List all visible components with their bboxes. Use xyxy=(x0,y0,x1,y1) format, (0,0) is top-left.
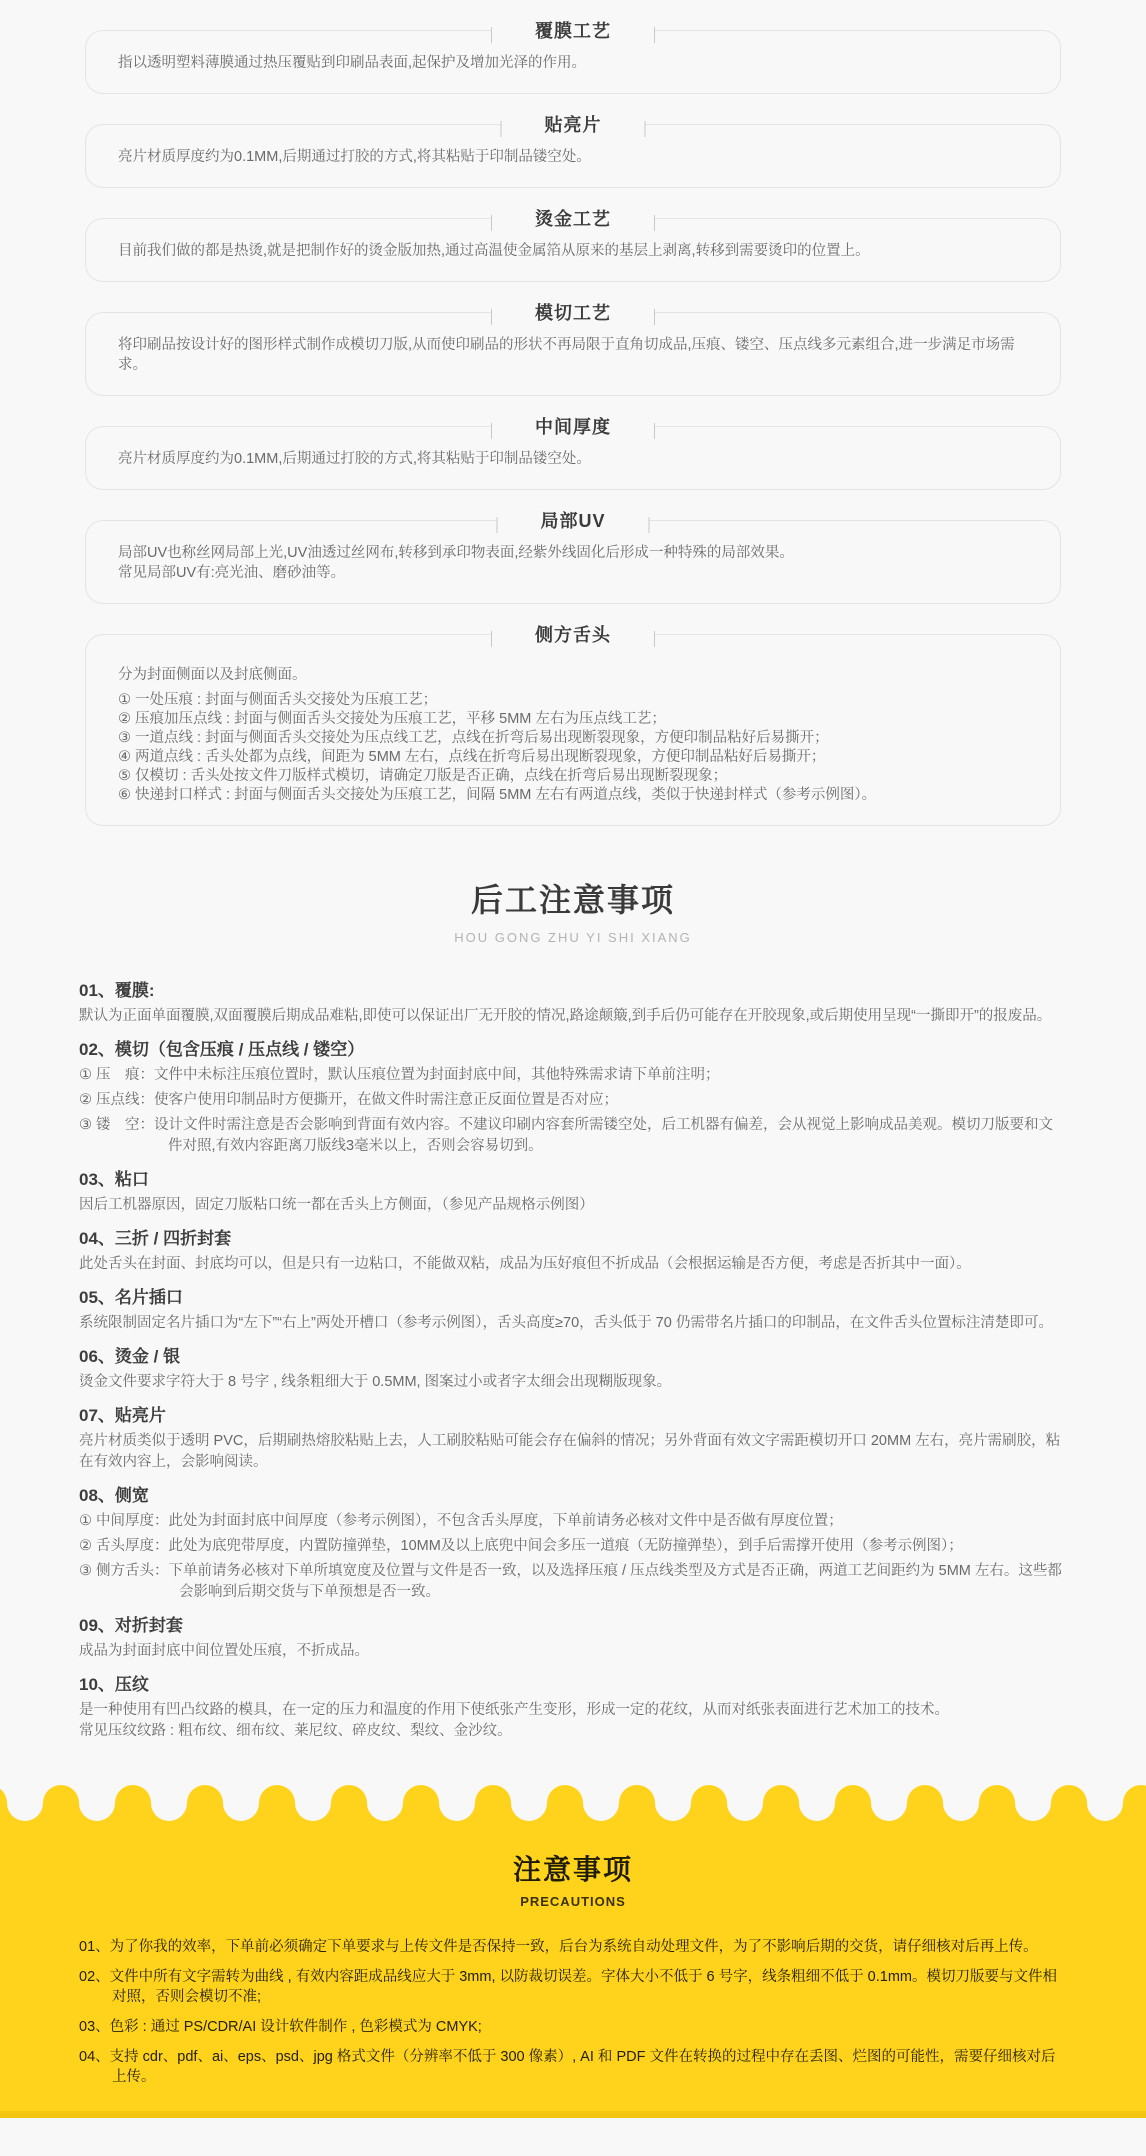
post-processing-notes-section xyxy=(0,878,1146,1784)
note-heading: 04、三折 / 四折封套 xyxy=(79,1229,232,1248)
card-title: 覆膜工艺 xyxy=(491,17,655,45)
precaution-text: 01、为了你我的效率，下单前必须确定下单要求与上传文件是否保持一致，后台为系统自动处理文件，为了不影响后期的交货，请仔细核对后再上传。 xyxy=(79,1939,1038,1955)
note-item-card-slot xyxy=(79,1287,1067,1334)
note-text: 亮片材质类似于透明 PVC，后期刷热熔胶粘贴上去，人工刷胶粘贴可能会存在偏斜的情况；另外背面有效文字需距模切开口 20MM 左右，亮片需刷胶，粘在有效内容上，会影响阅读。 xyxy=(79,1433,1061,1470)
process-card-sequin xyxy=(85,115,1061,188)
note-item-glue-flap xyxy=(79,1169,1067,1216)
note-text: ① 中间厚度：此处为封面封底中间厚度（参考示例图），不包含舌头厚度，下单前请务必核对文件中是否做有厚度位置； xyxy=(79,1513,843,1529)
note-heading: 07、贴亮片 xyxy=(79,1406,166,1425)
note-heading: 09、对折封套 xyxy=(79,1616,183,1635)
note-heading: 10、压纹 xyxy=(79,1675,149,1694)
note-text: 此处舌头在封面、封底均可以，但是只有一边粘口，不能做双粘，成品为压好痕但不折成品（会根据运输是否方便，考虑是否折其中一面）。 xyxy=(79,1256,971,1272)
card-text: 亮片材质厚度约为0.1MM,后期通过打胶的方式,将其粘贴于印制品镂空处。 xyxy=(118,149,591,165)
precaution-text: 04、支持 cdr、pdf、ai、eps、psd、jpg 格式文件（分辨率不低于 300 像素）, AI 和 PDF 文件在转换的过程中存在丢图、烂图的可能性，需要仔细核对后上传。 xyxy=(79,2049,1056,2085)
precautions-title: 注意事项 xyxy=(512,1854,633,1885)
process-card-hot-stamping xyxy=(85,209,1061,282)
note-item-foil xyxy=(79,1346,1067,1393)
precaution-text: 02、文件中所有文字需转为曲线 , 有效内容距成品线应大于 3mm, 以防裁切误差。字体大小不低于 6 号字，线条粗细不低于 0.1mm。模切刀版要与文件相对照，否则会模切不准; xyxy=(79,1969,1057,2005)
card-text: ③ 一道点线 : 封面与侧面舌头交接处为压点线工艺，点线在折弯后易出现断裂现象，方便印制品粘好后易撕开； xyxy=(118,730,829,746)
section-subtitle: HOU GONG ZHU YI SHI XIANG xyxy=(454,930,692,945)
card-text: 指以透明塑料薄膜通过热压覆贴到印刷品表面,起保护及增加光泽的作用。 xyxy=(118,55,587,71)
note-heading: 03、粘口 xyxy=(79,1170,149,1189)
note-text: 成品为封面封底中间位置处压痕，不折成品。 xyxy=(79,1643,369,1659)
note-text: 系统限制固定名片插口为“左下”“右上”两处开槽口（参考示例图），舌头高度≥70，舌头低于 70 仍需带名片插口的印制品，在文件舌头位置标注清楚即可。 xyxy=(79,1315,1053,1331)
card-title: 中间厚度 xyxy=(491,413,655,441)
note-item-trifold xyxy=(79,1228,1067,1275)
note-text: ② 舌头厚度：此处为底兜带厚度，内置防撞弹垫，10MM及以上底兜中间会多压一道痕（无防撞弹垫），到手后需撑开使用（参考示例图）； xyxy=(79,1538,963,1554)
precautions-subtitle: PRECAUTIONS xyxy=(520,1894,626,1909)
card-text: 目前我们做的都是热烫,就是把制作好的烫金版加热,通过高温使金属箔从原来的基层上剥离,转移到需要烫印的位置上。 xyxy=(118,243,870,259)
card-title: 模切工艺 xyxy=(491,299,655,327)
card-text: 局部UV也称丝网局部上光,UV油透过丝网布,转移到承印物表面,经紫外线固化后形成一种特殊的局部效果。 xyxy=(118,545,794,561)
card-text: 将印刷品按设计好的图形样式制作成模切刀版,从而使印刷品的形状不再局限于直角切成品,压痕、镂空、压点线多元素组合,进一步满足市场需求。 xyxy=(118,337,1015,373)
note-heading: 05、名片插口 xyxy=(79,1288,183,1307)
process-card-side-tongue xyxy=(85,625,1061,826)
note-text: 默认为正面单面覆膜,双面覆膜后期成品难粘,即使可以保证出厂无开胶的情况,路途颠簸,到手后仍可能存在开胶现象,或后期使用呈现“一撕即开”的报废品。 xyxy=(79,1008,1052,1024)
note-item-die-cutting xyxy=(79,1039,1067,1157)
note-heading: 01、覆膜: xyxy=(79,981,155,1000)
note-text: 因后工机器原因，固定刀版粘口统一都在舌头上方侧面，（参见产品规格示例图） xyxy=(79,1197,594,1213)
process-card-list xyxy=(0,0,1146,826)
card-title: 烫金工艺 xyxy=(491,205,655,233)
note-item-side-width xyxy=(79,1485,1067,1603)
note-text: ② 压点线：使客户使用印制品时方便撕开，在做文件时需注意正反面位置是否对应； xyxy=(79,1092,619,1108)
precautions-section xyxy=(0,1827,1146,2111)
note-item-half-fold xyxy=(79,1615,1067,1662)
note-heading: 08、侧宽 xyxy=(79,1486,149,1505)
note-heading: 06、烫金 / 银 xyxy=(79,1347,181,1366)
card-title: 贴亮片 xyxy=(501,111,646,139)
process-card-die-cutting xyxy=(85,303,1061,396)
note-text: ③ 侧方舌头：下单前请务必核对下单所填宽度及位置与文件是否一致，以及选择压痕 / 压点线类型及方式是否正确，两道工艺间距约为 5MM 左右。这些都会影响到后期交货与下单预想是否一致。 xyxy=(79,1563,1062,1600)
note-item-embossing xyxy=(79,1674,1067,1742)
process-card-laminating xyxy=(85,21,1061,94)
card-text: 亮片材质厚度约为0.1MM,后期通过打胶的方式,将其粘贴于印制品镂空处。 xyxy=(118,451,591,467)
note-text: 是一种使用有凹凸纹路的模具，在一定的压力和温度的作用下使纸张产生变形，形成一定的花纹，从而对纸张表面进行艺术加工的技术。 xyxy=(79,1702,949,1718)
precaution-text: 03、色彩 : 通过 PS/CDR/AI 设计软件制作 , 色彩模式为 CMYK; xyxy=(79,2019,482,2035)
precaution-item-list xyxy=(79,1937,1067,2087)
note-item-laminating xyxy=(79,980,1067,1027)
process-card-middle-thickness xyxy=(85,417,1061,490)
note-text: 烫金文件要求字符大于 8 号字 , 线条粗细大于 0.5MM, 图案过小或者字太细会出现糊版现象。 xyxy=(79,1374,672,1390)
card-title: 侧方舌头 xyxy=(491,621,655,649)
note-item-list xyxy=(79,980,1067,1742)
bottom-accent-strip xyxy=(0,2111,1146,2118)
process-card-spot-uv xyxy=(85,511,1061,604)
card-text: ⑤ 仅模切 : 舌头处按文件刀版样式模切，请确定刀版是否正确，点线在折弯后易出现断裂现象； xyxy=(118,768,728,784)
note-text: ① 压 痕：文件中未标注压痕位置时，默认压痕位置为封面封底中间，其他特殊需求请下单前注明； xyxy=(79,1067,720,1083)
note-text: ③ 镂 空：设计文件时需注意是否会影响到背面有效内容。不建议印刷内容套所需镂空处，后工机器有偏差，会从视觉上影响成品美观。模切刀版要和文件对照,有效内容距离刀版线3毫米以上，否则会容易切到。 xyxy=(79,1117,1054,1154)
scalloped-wave-edge xyxy=(0,1784,1146,1828)
card-title: 局部UV xyxy=(496,507,649,535)
card-text: ② 压痕加压点线 : 封面与侧面舌头交接处为压痕工艺，平移 5MM 左右为压点线工艺； xyxy=(118,711,666,727)
card-text: ④ 两道点线 : 舌头处都为点线，间距为 5MM 左右，点线在折弯后易出现断裂现象，方便印制品粘好后易撕开； xyxy=(118,749,826,765)
card-text: 常见局部UV有:亮光油、磨砂油等。 xyxy=(118,565,346,581)
note-heading: 02、模切（包含压痕 / 压点线 / 镂空） xyxy=(79,1040,365,1059)
card-text: ① 一处压痕 : 封面与侧面舌头交接处为压痕工艺； xyxy=(118,692,438,708)
card-text: 分为封面侧面以及封底侧面。 xyxy=(118,667,307,683)
card-text: ⑥ 快递封口样式 : 封面与侧面舌头交接处为压痕工艺，间隔 5MM 左右有两道点线，类似于快递封样式（参考示例图）。 xyxy=(118,787,877,803)
note-item-sequin xyxy=(79,1405,1067,1473)
section-title: 后工注意事项 xyxy=(470,882,675,918)
note-text: 常见压纹纹路 : 粗布纹、细布纹、莱尼纹、碎皮纹、梨纹、金沙纹。 xyxy=(79,1723,512,1739)
